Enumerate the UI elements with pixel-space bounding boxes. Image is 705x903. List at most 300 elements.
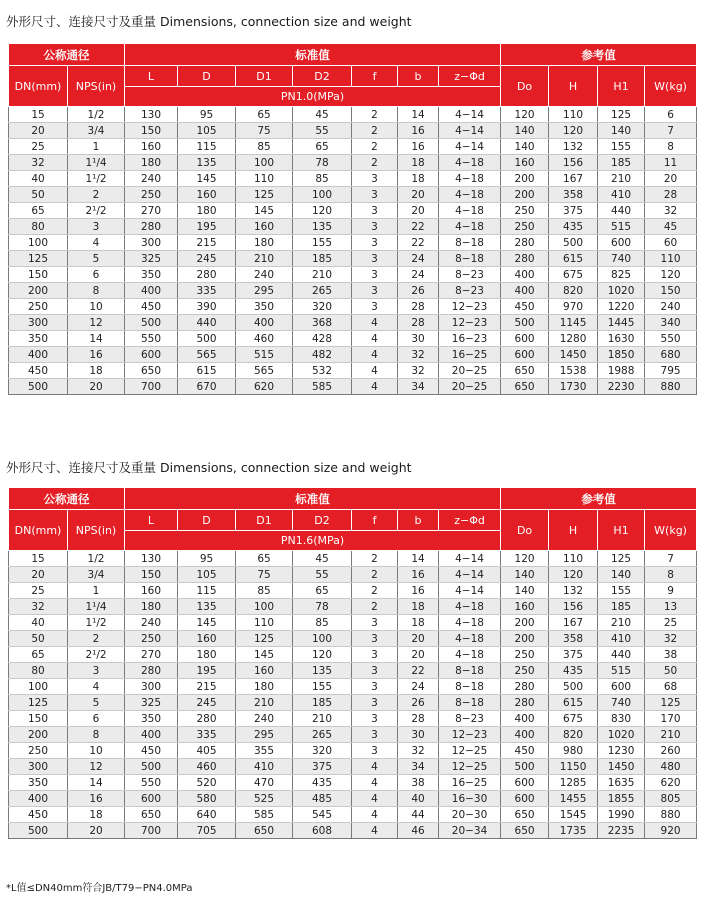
table-cell: 300 — [125, 235, 178, 251]
table-cell: 480 — [645, 759, 697, 775]
table-cell: 620 — [645, 775, 697, 791]
table-cell: 3 — [352, 631, 398, 647]
table-cell: 4 — [352, 379, 398, 395]
table-cell: 185 — [598, 155, 645, 171]
column-header: L — [125, 66, 178, 87]
table-cell: 4−18 — [439, 219, 501, 235]
table-cell: 140 — [501, 583, 549, 599]
table-cell: 4 — [68, 235, 125, 251]
table-cell: 120 — [645, 267, 697, 283]
table-cell: 105 — [178, 123, 236, 139]
table-cell: 150 — [125, 123, 178, 139]
table-cell: 22 — [398, 235, 439, 251]
table-cell: 270 — [125, 203, 178, 219]
table-cell: 8−23 — [439, 711, 501, 727]
table-row — [9, 107, 697, 123]
table-cell: 180 — [178, 203, 236, 219]
table-cell: 580 — [178, 791, 236, 807]
table-cell: 500 — [125, 315, 178, 331]
table-cell: 110 — [236, 171, 293, 187]
table-cell: 50 — [9, 187, 68, 203]
table-cell: 650 — [501, 363, 549, 379]
table-row — [9, 663, 697, 679]
table-cell: 1¹/2 — [68, 615, 125, 631]
table-cell: 340 — [645, 315, 697, 331]
table-cell: 400 — [501, 711, 549, 727]
table-cell: 20 — [398, 631, 439, 647]
table-cell: 32 — [645, 203, 697, 219]
table-cell: 740 — [598, 251, 645, 267]
table-cell: 85 — [293, 171, 352, 187]
table-cell: 280 — [125, 663, 178, 679]
table-cell: 32 — [9, 155, 68, 171]
table-cell: 115 — [178, 139, 236, 155]
table-row — [9, 679, 697, 695]
table-cell: 550 — [125, 775, 178, 791]
table-cell: 46 — [398, 823, 439, 839]
table-cell: 500 — [549, 679, 598, 695]
table-cell: 2 — [352, 551, 398, 567]
table-cell: 135 — [293, 663, 352, 679]
table-cell: 4−18 — [439, 647, 501, 663]
table-cell: 145 — [178, 171, 236, 187]
table-cell: 400 — [501, 267, 549, 283]
table-cell: 4 — [352, 775, 398, 791]
table-cell: 4−18 — [439, 599, 501, 615]
table-cell: 400 — [125, 727, 178, 743]
table-cell: 8 — [645, 567, 697, 583]
table-cell: 2 — [352, 107, 398, 123]
table-cell: 16 — [398, 139, 439, 155]
table-cell: 160 — [501, 599, 549, 615]
table-cell: 22 — [398, 663, 439, 679]
table-cell: 16 — [398, 583, 439, 599]
column-header-dn: DN(mm) — [9, 66, 68, 107]
footnote: *L值≤DN40mm符合JB/T79−PN4.0MPa — [6, 883, 193, 894]
table-cell: 1538 — [549, 363, 598, 379]
table-cell: 675 — [549, 711, 598, 727]
table-cell: 156 — [549, 155, 598, 171]
table-cell: 140 — [501, 567, 549, 583]
table-cell: 260 — [645, 743, 697, 759]
table-cell: 650 — [125, 363, 178, 379]
column-header: L — [125, 510, 178, 531]
table-cell: 585 — [293, 379, 352, 395]
table-cell: 155 — [598, 139, 645, 155]
column-header: W(kg) — [645, 66, 697, 107]
table-row — [9, 647, 697, 663]
table-cell: 435 — [549, 219, 598, 235]
table-row — [9, 123, 697, 139]
table-cell: 18 — [398, 615, 439, 631]
table-cell: 1150 — [549, 759, 598, 775]
table-cell: 44 — [398, 807, 439, 823]
table-row — [9, 331, 697, 347]
table-cell: 700 — [125, 823, 178, 839]
table-cell: 30 — [398, 331, 439, 347]
table-row — [9, 363, 697, 379]
table-cell: 50 — [9, 631, 68, 647]
table-cell: 675 — [549, 267, 598, 283]
table-cell: 20−30 — [439, 807, 501, 823]
table-row — [9, 695, 697, 711]
table-cell: 520 — [178, 775, 236, 791]
pressure-rating: PN1.6(MPa) — [125, 531, 501, 551]
table-cell: 8−23 — [439, 267, 501, 283]
table-cell: 355 — [236, 743, 293, 759]
table-cell: 2 — [68, 187, 125, 203]
table-cell: 65 — [293, 583, 352, 599]
table-cell: 3 — [68, 663, 125, 679]
table-cell: 15 — [9, 107, 68, 123]
table-cell: 250 — [501, 647, 549, 663]
table-cell: 135 — [293, 219, 352, 235]
table-cell: 3 — [352, 267, 398, 283]
table-cell: 3 — [352, 647, 398, 663]
table-cell: 12−23 — [439, 727, 501, 743]
table-row — [9, 791, 697, 807]
table-cell: 150 — [9, 267, 68, 283]
table-cell: 245 — [178, 695, 236, 711]
table-cell: 1445 — [598, 315, 645, 331]
table-cell: 350 — [125, 267, 178, 283]
table-cell: 1545 — [549, 807, 598, 823]
table-cell: 38 — [645, 647, 697, 663]
table-cell: 500 — [501, 315, 549, 331]
table-cell: 40 — [398, 791, 439, 807]
table-cell: 180 — [178, 647, 236, 663]
table-cell: 820 — [549, 283, 598, 299]
table-cell: 1/2 — [68, 107, 125, 123]
table-cell: 215 — [178, 235, 236, 251]
table-cell: 615 — [549, 695, 598, 711]
table-cell: 115 — [178, 583, 236, 599]
table-row — [9, 615, 697, 631]
table-cell: 95 — [178, 107, 236, 123]
table-cell: 28 — [398, 711, 439, 727]
table-cell: 125 — [598, 551, 645, 567]
table-cell: 110 — [549, 551, 598, 567]
table-cell: 50 — [645, 663, 697, 679]
table-cell: 12−25 — [439, 743, 501, 759]
table-cell: 515 — [598, 219, 645, 235]
table-cell: 615 — [178, 363, 236, 379]
table-cell: 140 — [501, 139, 549, 155]
column-header: b — [398, 66, 439, 87]
table-cell: 500 — [125, 759, 178, 775]
table-cell: 3 — [352, 171, 398, 187]
table-cell: 130 — [125, 107, 178, 123]
table-cell: 167 — [549, 171, 598, 187]
table-cell: 240 — [645, 299, 697, 315]
table-cell: 1450 — [598, 759, 645, 775]
table-cell: 350 — [9, 331, 68, 347]
table-cell: 20 — [645, 171, 697, 187]
table-cell: 135 — [178, 599, 236, 615]
table-cell: 980 — [549, 743, 598, 759]
table-cell: 130 — [125, 551, 178, 567]
table-cell: 100 — [9, 679, 68, 695]
column-header: z−Φd — [439, 66, 501, 87]
table-cell: 245 — [178, 251, 236, 267]
table-cell: 65 — [236, 107, 293, 123]
table-cell: 14 — [68, 775, 125, 791]
table-cell: 820 — [549, 727, 598, 743]
table-cell: 200 — [501, 171, 549, 187]
table-cell: 45 — [645, 219, 697, 235]
table-row — [9, 187, 697, 203]
table-cell: 28 — [398, 299, 439, 315]
table-cell: 185 — [598, 599, 645, 615]
column-header: W(kg) — [645, 510, 697, 551]
table-cell: 620 — [236, 379, 293, 395]
table-cell: 3 — [352, 711, 398, 727]
table-cell: 200 — [501, 615, 549, 631]
column-header: b — [398, 510, 439, 531]
table-cell: 26 — [398, 283, 439, 299]
table-cell: 482 — [293, 347, 352, 363]
table-row — [9, 759, 697, 775]
table-cell: 335 — [178, 727, 236, 743]
table-cell: 2 — [352, 567, 398, 583]
table-cell: 280 — [178, 711, 236, 727]
table-cell: 14 — [68, 331, 125, 347]
table-cell: 375 — [549, 647, 598, 663]
table-cell: 180 — [125, 155, 178, 171]
table-cell: 105 — [178, 567, 236, 583]
table-cell: 18 — [68, 807, 125, 823]
table-cell: 160 — [236, 663, 293, 679]
table-cell: 140 — [598, 123, 645, 139]
table-cell: 250 — [125, 187, 178, 203]
column-header: H1 — [598, 510, 645, 551]
table-cell: 240 — [236, 267, 293, 283]
table-cell: 2 — [352, 123, 398, 139]
table-cell: 1 — [68, 583, 125, 599]
table-cell: 450 — [501, 743, 549, 759]
table-cell: 440 — [598, 203, 645, 219]
table-cell: 4 — [352, 331, 398, 347]
table-cell: 410 — [598, 631, 645, 647]
table-row — [9, 155, 697, 171]
table-cell: 78 — [293, 155, 352, 171]
table-cell: 20 — [9, 567, 68, 583]
table-cell: 65 — [236, 551, 293, 567]
table-cell: 20 — [398, 187, 439, 203]
table-cell: 450 — [125, 743, 178, 759]
table-cell: 12−23 — [439, 315, 501, 331]
table-cell: 600 — [598, 235, 645, 251]
table-cell: 270 — [125, 647, 178, 663]
table-cell: 9 — [645, 583, 697, 599]
table-cell: 210 — [236, 695, 293, 711]
table-cell: 170 — [645, 711, 697, 727]
table-cell: 140 — [501, 123, 549, 139]
table-cell: 2235 — [598, 823, 645, 839]
pressure-rating: PN1.0(MPa) — [125, 87, 501, 107]
table-cell: 615 — [549, 251, 598, 267]
table-cell: 3 — [352, 251, 398, 267]
table-cell: 65 — [293, 139, 352, 155]
table-cell: 16 — [398, 567, 439, 583]
table-cell: 400 — [501, 283, 549, 299]
table-cell: 125 — [9, 695, 68, 711]
table-cell: 2¹/2 — [68, 203, 125, 219]
table-cell: 160 — [236, 219, 293, 235]
table-cell: 1285 — [549, 775, 598, 791]
table-cell: 13 — [645, 599, 697, 615]
table-cell: 435 — [549, 663, 598, 679]
table-cell: 1020 — [598, 727, 645, 743]
table-cell: 3 — [352, 299, 398, 315]
table-cell: 3 — [352, 235, 398, 251]
table-cell: 125 — [236, 187, 293, 203]
table-cell: 805 — [645, 791, 697, 807]
table-cell: 450 — [9, 363, 68, 379]
table-cell: 250 — [501, 219, 549, 235]
table-cell: 180 — [236, 235, 293, 251]
table-cell: 428 — [293, 331, 352, 347]
table-cell: 375 — [293, 759, 352, 775]
table-cell: 32 — [398, 363, 439, 379]
table-cell: 155 — [293, 235, 352, 251]
table-cell: 100 — [236, 599, 293, 615]
table-cell: 830 — [598, 711, 645, 727]
table-cell: 30 — [398, 727, 439, 743]
table-cell: 485 — [293, 791, 352, 807]
table-cell: 14 — [398, 107, 439, 123]
table-cell: 110 — [549, 107, 598, 123]
table-cell: 34 — [398, 379, 439, 395]
column-header: Do — [501, 510, 549, 551]
table-cell: 3/4 — [68, 123, 125, 139]
table-cell: 85 — [236, 139, 293, 155]
table-cell: 440 — [598, 647, 645, 663]
table-cell: 600 — [501, 347, 549, 363]
table-cell: 1230 — [598, 743, 645, 759]
table-cell: 320 — [293, 299, 352, 315]
table-cell: 280 — [125, 219, 178, 235]
table-cell: 185 — [293, 695, 352, 711]
table-cell: 600 — [501, 775, 549, 791]
table-cell: 4 — [352, 791, 398, 807]
table-cell: 358 — [549, 187, 598, 203]
table-cell: 2230 — [598, 379, 645, 395]
table-cell: 405 — [178, 743, 236, 759]
column-header: f — [352, 66, 398, 87]
table-cell: 825 — [598, 267, 645, 283]
table-cell: 2 — [68, 631, 125, 647]
table-cell: 8 — [645, 139, 697, 155]
table-cell: 210 — [293, 711, 352, 727]
table-cell: 75 — [236, 567, 293, 583]
table-cell: 515 — [598, 663, 645, 679]
table-cell: 545 — [293, 807, 352, 823]
table-cell: 240 — [236, 711, 293, 727]
table-cell: 167 — [549, 615, 598, 631]
table-cell: 400 — [236, 315, 293, 331]
table-cell: 18 — [398, 599, 439, 615]
table-cell: 25 — [9, 139, 68, 155]
table-cell: 515 — [236, 347, 293, 363]
table-cell: 100 — [9, 235, 68, 251]
table-cell: 4 — [352, 363, 398, 379]
table-cell: 24 — [398, 267, 439, 283]
table-cell: 4 — [352, 315, 398, 331]
table-cell: 32 — [645, 631, 697, 647]
table-cell: 250 — [501, 663, 549, 679]
table-cell: 150 — [9, 711, 68, 727]
table-cell: 45 — [293, 551, 352, 567]
table-cell: 880 — [645, 807, 697, 823]
table-cell: 160 — [501, 155, 549, 171]
table-cell: 1¹/4 — [68, 155, 125, 171]
table-cell: 125 — [645, 695, 697, 711]
table-cell: 20−34 — [439, 823, 501, 839]
table-cell: 210 — [598, 171, 645, 187]
table-cell: 1630 — [598, 331, 645, 347]
table-cell: 3 — [352, 727, 398, 743]
table-cell: 5 — [68, 695, 125, 711]
table-cell: 32 — [398, 347, 439, 363]
table-cell: 100 — [236, 155, 293, 171]
table-cell: 3 — [68, 219, 125, 235]
table-cell: 7 — [645, 551, 697, 567]
table-cell: 80 — [9, 219, 68, 235]
table-cell: 705 — [178, 823, 236, 839]
table-cell: 22 — [398, 219, 439, 235]
table-cell: 1020 — [598, 283, 645, 299]
column-header: D1 — [236, 510, 293, 531]
table-cell: 215 — [178, 679, 236, 695]
table-row — [9, 775, 697, 791]
table-row — [9, 823, 697, 839]
column-header: D2 — [293, 510, 352, 531]
table-cell: 550 — [125, 331, 178, 347]
table-cell: 8−23 — [439, 283, 501, 299]
table-cell: 240 — [125, 615, 178, 631]
table-row — [9, 599, 697, 615]
table-cell: 120 — [501, 551, 549, 567]
table-cell: 740 — [598, 695, 645, 711]
table-cell: 300 — [125, 679, 178, 695]
column-header: f — [352, 510, 398, 531]
table-cell: 600 — [125, 791, 178, 807]
table-cell: 1990 — [598, 807, 645, 823]
table-cell: 4−14 — [439, 139, 501, 155]
column-header: D — [178, 66, 236, 87]
table-cell: 180 — [125, 599, 178, 615]
table-cell: 1280 — [549, 331, 598, 347]
table-cell: 26 — [398, 695, 439, 711]
table-cell: 3/4 — [68, 567, 125, 583]
column-header-nps: NPS(in) — [68, 510, 125, 551]
table-cell: 3 — [352, 203, 398, 219]
table-cell: 650 — [501, 823, 549, 839]
spec-table-pn16 — [8, 487, 697, 839]
table-cell: 280 — [501, 251, 549, 267]
column-header: Do — [501, 66, 549, 107]
table-row — [9, 631, 697, 647]
table-cell: 335 — [178, 283, 236, 299]
table-cell: 4−18 — [439, 631, 501, 647]
table-cell: 4 — [352, 807, 398, 823]
table-cell: 20 — [398, 647, 439, 663]
table-cell: 650 — [501, 807, 549, 823]
table-cell: 155 — [598, 583, 645, 599]
table-cell: 2¹/2 — [68, 647, 125, 663]
table-cell: 410 — [598, 187, 645, 203]
